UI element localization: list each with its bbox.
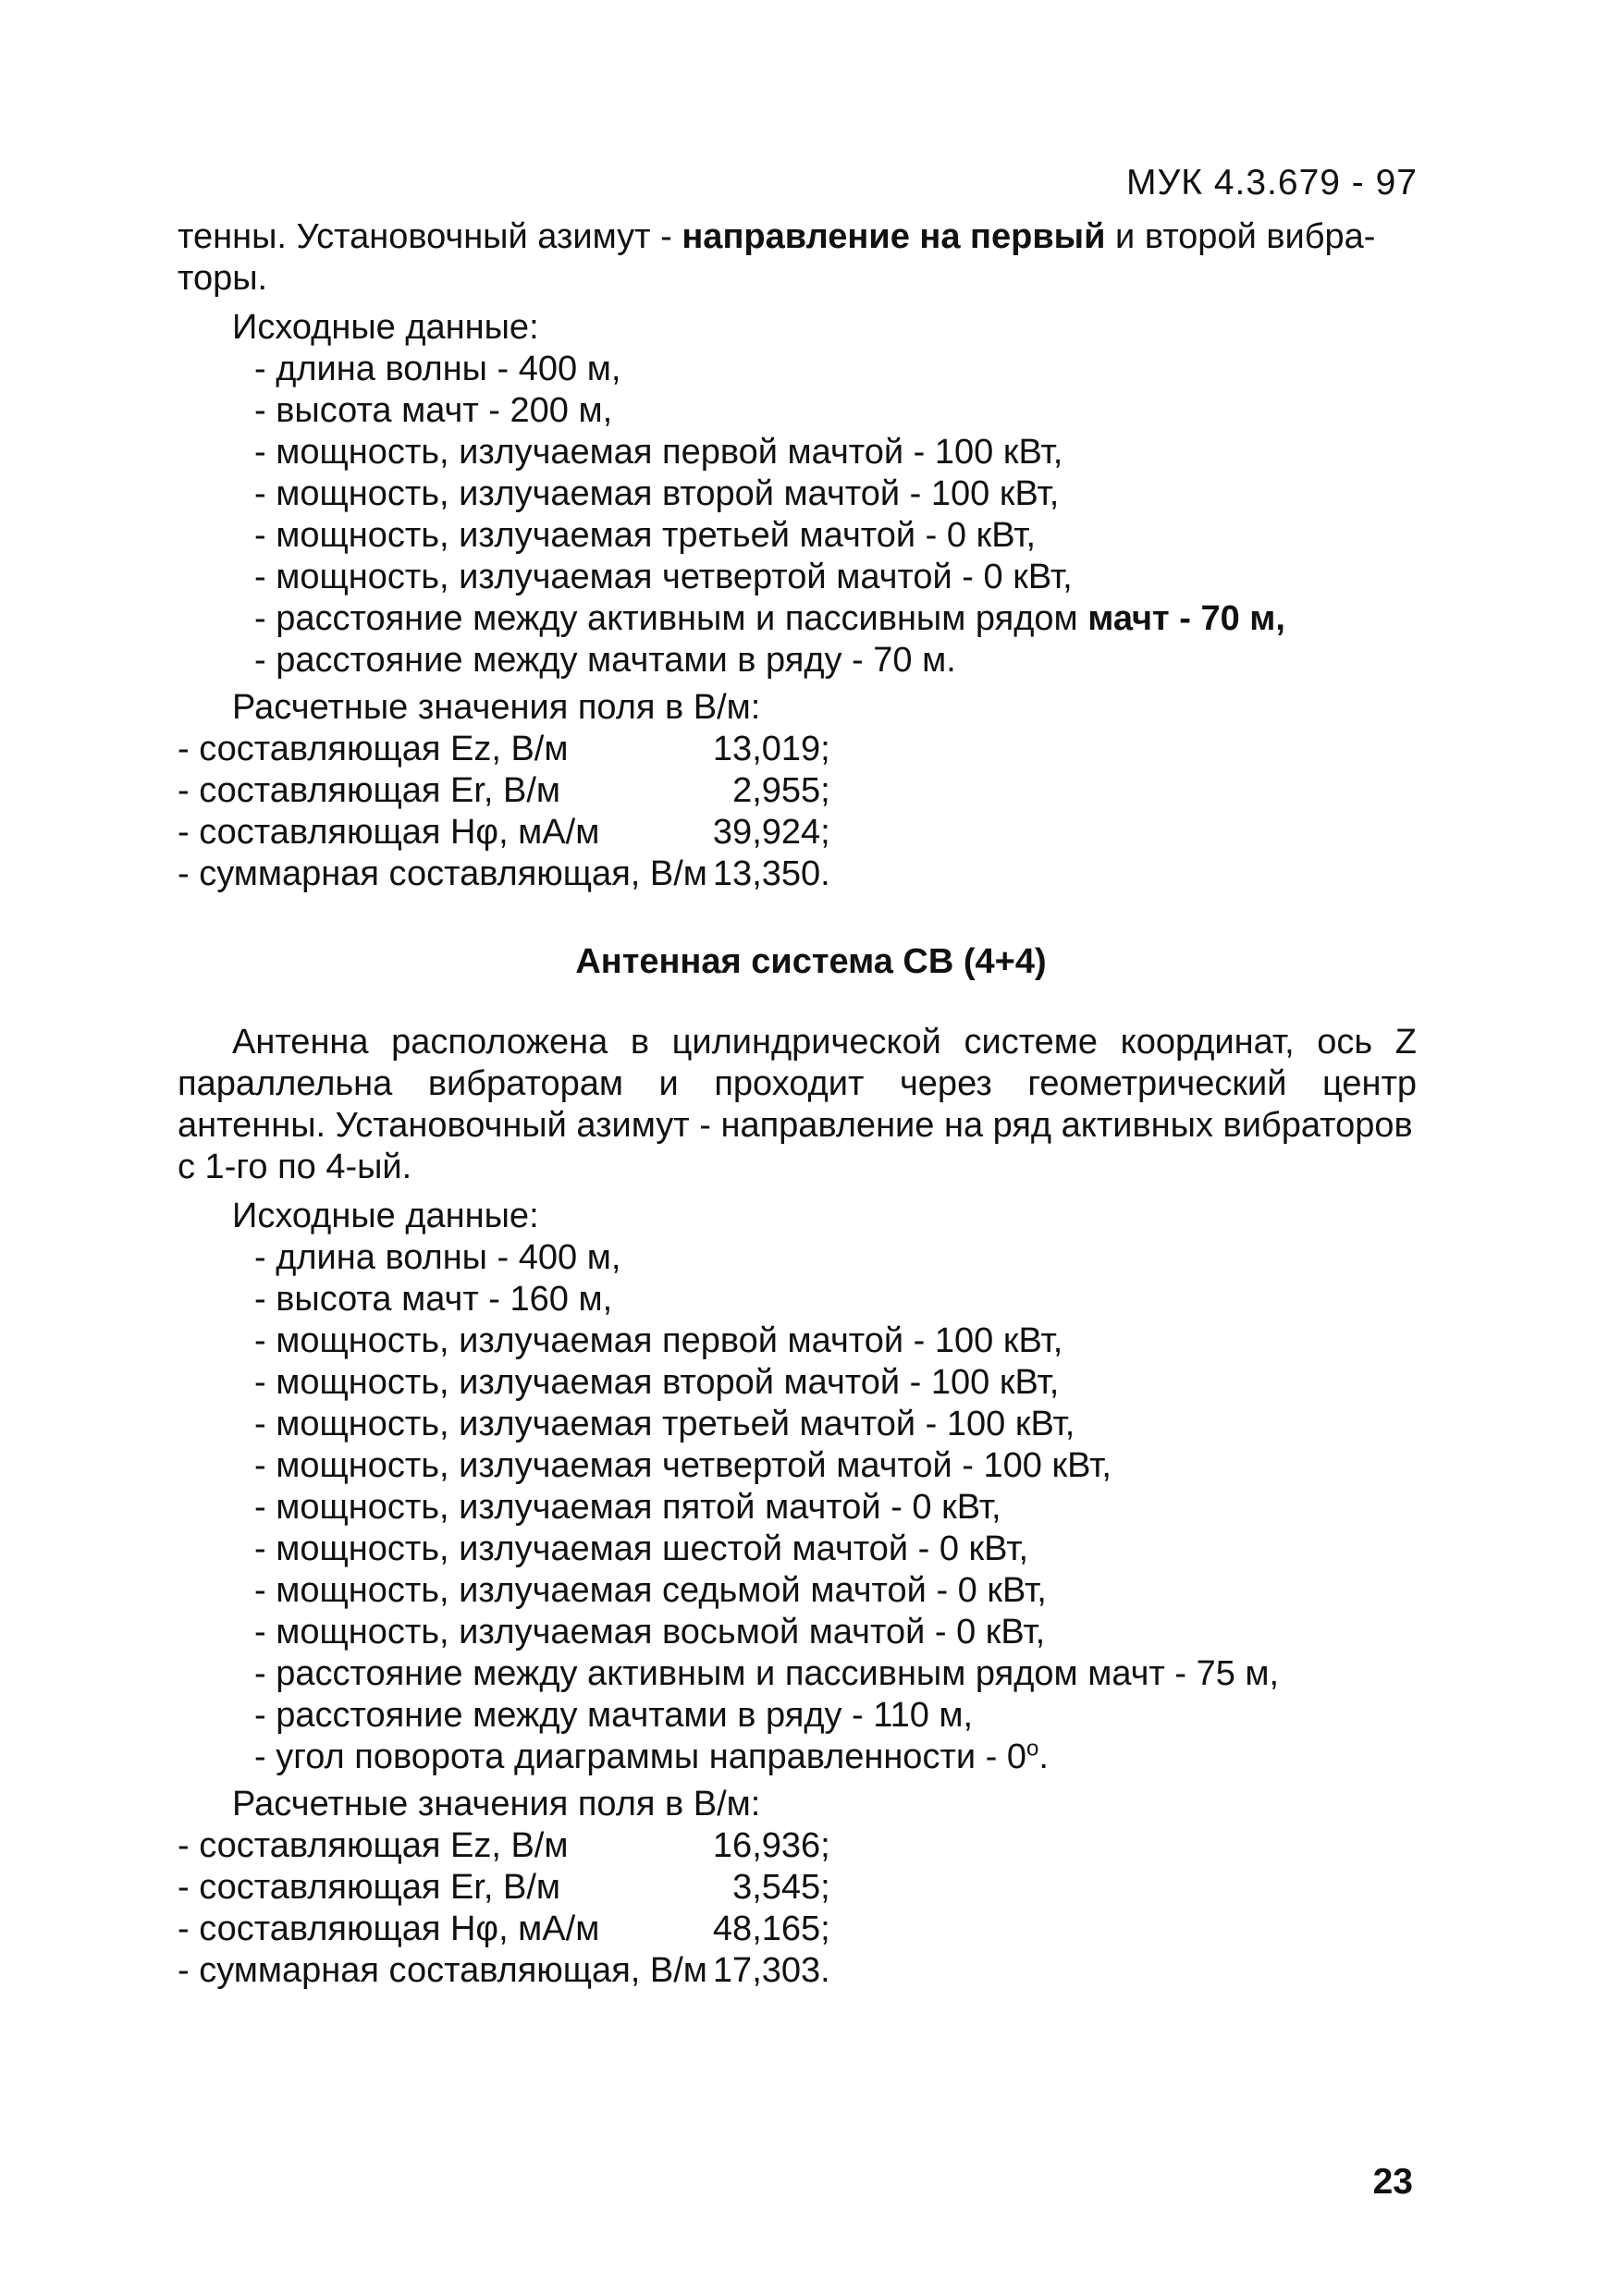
result-label: - суммарная составляющая, В/м <box>178 1951 707 1990</box>
list-item: - мощность, излучаемая третьей мачтой - 0 кВт, <box>254 516 1037 555</box>
list-item: - расстояние между мачтами в ряду - 110 м, <box>254 1696 974 1735</box>
list-item: - мощность, излучаемая седьмой мачтой - 0 кВт, <box>254 1571 1047 1610</box>
result-label: - составляющая Hφ, мА/м <box>178 813 600 852</box>
section2-input-label: Исходные данные: <box>232 1197 539 1235</box>
list-item: - мощность, излучаемая шестой мачтой - 0 кВт, <box>254 1529 1029 1568</box>
result-value: 48,165; <box>712 1909 830 1948</box>
result-value: 3,545; <box>732 1868 830 1907</box>
table-row <box>178 812 830 853</box>
document-code-header: МУК 4.3.679 - 97 <box>1126 163 1418 203</box>
list-item: - длина волны - 400 м, <box>254 1238 621 1277</box>
section1-intro-bold: направление на первый <box>682 217 1106 256</box>
section1-results-table <box>178 729 830 895</box>
result-value: 17,303. <box>712 1951 830 1990</box>
section1-result-label: Расчетные значения поля в В/м: <box>232 688 761 727</box>
list-item: - мощность, излучаемая второй мачтой - 100 кВт, <box>254 1363 1060 1402</box>
section1-intro <box>178 216 1417 300</box>
result-value: 39,924; <box>712 813 830 852</box>
distance-text: - расстояние между активным и пассивным рядом <box>254 599 1088 638</box>
section2-intro-text: Антенна расположена в цилиндрической системе координат, ось Z параллельна вибраторам и проходит через геометрический центр антенны. Установочный азимут - направление на ряд активных вибраторов <box>178 1023 1417 1145</box>
section2-results-table <box>178 1825 830 1992</box>
list-item: - расстояние между мачтами в ряду - 70 м. <box>254 641 956 680</box>
result-value: 16,936; <box>712 1826 830 1865</box>
list-item: - высота мачт - 160 м, <box>254 1280 613 1319</box>
table-row <box>178 1825 830 1867</box>
section2-result-label: Расчетные значения поля в В/м: <box>232 1785 761 1823</box>
result-label: - составляющая Er, В/м <box>178 1868 561 1907</box>
result-label: - составляющая Ez, В/м <box>178 730 569 768</box>
list-item: - мощность, излучаемая четвертой мачтой - 0 кВт, <box>254 558 1073 596</box>
list-item: - мощность, излучаемая первой мачтой - 100 кВт, <box>254 1321 1063 1360</box>
angle-end: . <box>1038 1737 1049 1776</box>
list-item: - мощность, излучаемая четвертой мачтой - 100 кВт, <box>254 1446 1112 1485</box>
distance-bold-text: мачт - 70 м, <box>1087 599 1285 638</box>
list-item: - мощность, излучаемая третьей мачтой - 100 кВт, <box>254 1405 1075 1443</box>
list-item: - мощность, излучаемая пятой мачтой - 0 кВт, <box>254 1488 1001 1527</box>
section2-intro-tail: с 1-го по 4-ый. <box>178 1148 412 1186</box>
degree-mark: о <box>1026 1736 1039 1762</box>
angle-text: - угол поворота диаграммы направленности - 0 <box>254 1737 1026 1776</box>
result-value: 13,019; <box>712 730 830 768</box>
section2-intro <box>178 1022 1417 1188</box>
result-value: 13,350. <box>712 854 830 893</box>
section1-input-label: Исходные данные: <box>232 308 539 347</box>
result-label: - составляющая Er, В/м <box>178 771 561 810</box>
result-label: - составляющая Hφ, мА/м <box>178 1909 600 1948</box>
page-number: 23 <box>1372 2162 1413 2202</box>
section2-input-list <box>178 1237 1417 1778</box>
list-item: - мощность, излучаемая второй мачтой - 100 кВт, <box>254 474 1060 513</box>
list-item: - мощность, излучаемая первой мачтой - 100 кВт, <box>254 433 1063 472</box>
list-item-angle <box>254 1737 1417 1778</box>
table-row <box>178 770 830 812</box>
table-row <box>178 853 830 895</box>
result-value: 2,955; <box>732 771 830 810</box>
result-label: - суммарная составляющая, В/м <box>178 854 707 893</box>
list-item: - расстояние между активным и пассивным рядом мачт - 75 м, <box>254 1654 1280 1693</box>
section1-intro-c: и второй вибра- <box>1105 217 1376 256</box>
table-row <box>178 1950 830 1992</box>
section1-input-list <box>178 349 1417 681</box>
section1-intro-tail: торы. <box>178 259 268 298</box>
section2-heading: Антенная система СВ (4+4) <box>575 942 1047 981</box>
result-label: - составляющая Ez, В/м <box>178 1826 569 1865</box>
list-item: - высота мачт - 200 м, <box>254 391 613 430</box>
list-item: - длина волны - 400 м, <box>254 350 621 388</box>
list-item: - мощность, излучаемая восьмой мачтой - 0 кВт, <box>254 1613 1046 1651</box>
table-row <box>178 1909 830 1950</box>
table-row <box>178 729 830 770</box>
list-item-distance <box>254 598 1417 640</box>
page-content <box>178 216 1417 1992</box>
table-row <box>178 1867 830 1909</box>
section1-intro-a: тенны. Установочный азимут - <box>178 217 682 256</box>
